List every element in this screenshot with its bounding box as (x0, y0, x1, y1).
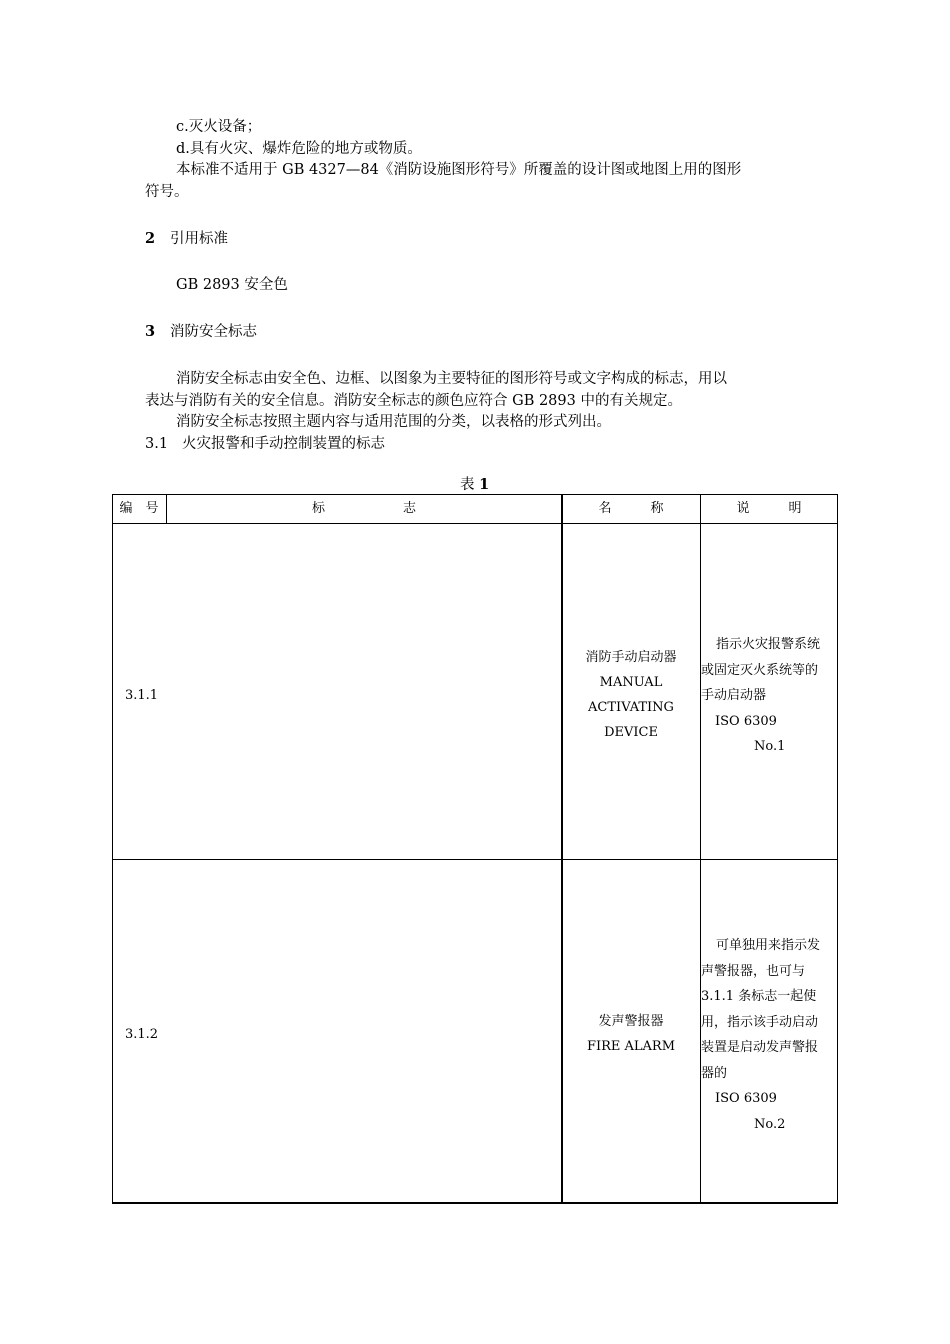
header-sign: 标 志 (311, 501, 416, 516)
row-2-desc-3: 3.1.1 条标志一起使 (701, 989, 817, 1004)
row-2-desc-6: 器的 (701, 1065, 728, 1081)
row-2-no: No.2 (754, 1116, 786, 1132)
section-3-title: 消防安全标志 (170, 324, 257, 340)
row-1-name-en-1: MANUAL (599, 675, 663, 690)
row-divider (112, 859, 838, 860)
intro-scope-line: 本标准不适用于 GB 4327—84《消防设施图形符号》所覆盖的设计图或地图上用的图形 (176, 162, 742, 178)
row-1-name-en-3: DEVICE (604, 725, 658, 740)
row-2-desc-4: 用，指示该手动启动 (701, 1014, 819, 1030)
row-2-name-en-1: FIRE ALARM (586, 1039, 676, 1054)
section-2-title: 引用标准 (170, 231, 228, 247)
row-2-desc-1: 可单独用来指示发 (716, 938, 821, 953)
row-1-no: No.1 (754, 739, 786, 754)
table-caption (460, 475, 489, 495)
section-3-paragraph-1-cont: 表达与消防有关的安全信息。消防安全标志的颜色应符合 GB 2893 中的有关规定。 (145, 393, 682, 409)
table-right-border (837, 494, 838, 1204)
row-2-name-cn: 发声警报器 (598, 1014, 664, 1029)
header-description: 说 明 (736, 501, 802, 516)
table-bottom-border (112, 1202, 838, 1204)
row-2-description (701, 933, 837, 1137)
intro-line-c: c.灭火设备； (176, 119, 262, 135)
row-2-iso: ISO 6309 (715, 1091, 777, 1106)
section-2-number: 2 (145, 230, 156, 247)
row-2-name (562, 1009, 700, 1059)
row-1-number: 3.1.1 (125, 688, 159, 703)
table-caption-prefix: 表 (460, 477, 475, 493)
row-2-number: 3.1.2 (125, 1027, 159, 1042)
table-left-border (112, 494, 113, 1204)
row-1-name (562, 645, 700, 745)
subsection-3-1-number: 3.1 (145, 436, 169, 452)
row-2-desc-5: 装置是启动发声警报 (701, 1040, 819, 1055)
row-1-desc-3: 手动启动器 (701, 688, 767, 703)
intro-line-d: d.具有火灾、爆炸危险的地方或物质。 (176, 141, 422, 157)
header-name: 名 称 (598, 501, 664, 516)
row-1-name-cn: 消防手动启动器 (585, 650, 677, 665)
section-3-paragraph-2: 消防安全标志按照主题内容与适用范围的分类，以表格的形式列出。 (176, 414, 611, 430)
intro-scope-line-cont: 符号。 (145, 184, 189, 200)
reference-standard: GB 2893 安全色 (176, 277, 288, 293)
row-1-description (701, 632, 837, 760)
section-3-paragraph-1: 消防安全标志由安全色、边框、以图象为主要特征的图形符号或文字构成的标志，用以 (176, 371, 727, 387)
sign-table (112, 494, 838, 1204)
table-caption-number: 1 (479, 476, 490, 493)
section-3-number: 3 (145, 323, 156, 340)
column-divider-sign (561, 494, 563, 1204)
row-1-iso: ISO 6309 (715, 713, 777, 729)
header-number: 编 号 (119, 501, 159, 516)
row-1-desc-2: 或固定灭火系统等的 (701, 662, 819, 678)
row-2-desc-2: 声警报器，也可与 (701, 963, 806, 979)
row-1-name-en-2: ACTIVATING (588, 700, 674, 715)
subsection-3-1-title: 火灾报警和手动控制装置的标志 (182, 436, 385, 452)
row-1-desc-1: 指示火灾报警系统 (716, 637, 821, 652)
